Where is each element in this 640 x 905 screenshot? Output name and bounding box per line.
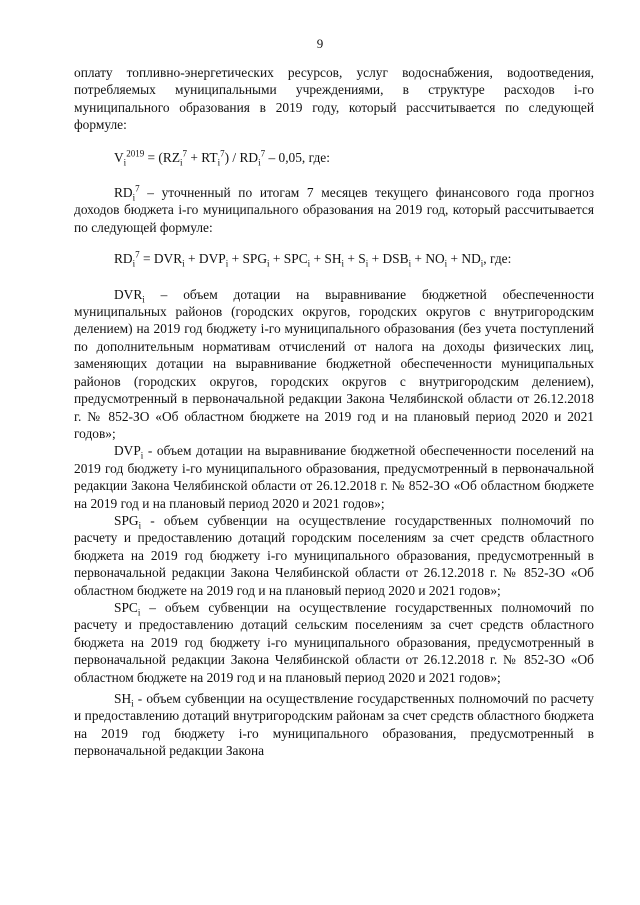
paragraph-intro: оплату топливно-энергетических ресурсов, услуг водоснабжения, водоотведения, потребляемых муниципальными учреждениями, в структуре расходов i-го муниципального образования в 2019 году, который рассчитывается по следующей формуле: (74, 65, 594, 133)
page-number: 9 (316, 36, 324, 51)
document-body (74, 64, 594, 760)
paragraph-spc: $SPC_i$ – объем субвенции на осуществление государственных полномочий по расчету и предоставлению дотаций сельским поселениям за счет средств областного бюджета на 2019 год бюджету i-го муниципального образования, предусмотренный в первоначальной редакции Закона Челябинской области от 26.12.2018 г. № 852-ЗО «Об областном бюджете на 2019 год и на плановый период 2020 и 2021 годов»; (74, 599, 594, 685)
formula-v: $V_i^{2019} = (RZ_i^7 + RT_i^7) / RD_i^7 - 0,05$, где: (114, 148, 330, 168)
paragraph-dvp: $DVP_i$ - объем дотации на выравнивание бюджетной обеспеченности поселений на 2019 год бюджету i-го муниципального образования, предусмотренный в первоначальной редакции Закона Челябинской области от 26.12.2018 г. № 852-ЗО «Об областном бюджете на 2019 год и на плановый период 2020 и 2021 годов»; (74, 443, 594, 511)
paragraph-spg: $SPG_i$ - объем субвенции на осуществление государственных полномочий по расчету и предоставлению дотаций городским поселениям за счет средств областного бюджета на 2019 год бюджету i-го муниципального образования, предусмотренный в первоначальной редакции Закона Челябинской области от 26.12.2018 г. № 852-ЗО «Об областном бюджете на 2019 год и на плановый период 2020 и 2021 годов»; (74, 512, 594, 598)
formula-rd: $RD_i^7 = DVR_i + DVP_i + SPG_i + SPC_i + SH_i + S_i + DSB_i + NO_i + ND_i$, где: (114, 249, 512, 269)
paragraph-sh: $SH_i$ - объем субвенции на осуществление государственных полномочий по расчету и предоставлению дотаций внутригородским районам за счет средств областного бюджета на 2019 год бюджету i-го муниципального образования, предусмотренный в первоначальной редакции Закона (74, 691, 594, 759)
paragraph-rd-definition: $RD_i^7$ – уточненный по итогам 7 месяцев текущего финансового года прогноз доходов бюджета i-го муниципального образования на 2019 год, который рассчитывается по следующей формуле: (74, 183, 594, 235)
paragraph-dvr: $DVR_i$ – объем дотации на выравнивание бюджетной обеспеченности муниципальных районов (городских округов, городских округов с внутригородским делением) на 2019 год бюджету i-го муниципального образования (без учета поступлений по дополнительным нормативам отчислений от налога на доходы физических лиц, заменяющих дотации на выравнивание бюджетной обеспеченности муниципальных районов (городских округов, городских округов с внутригородским делением), предусмотренный в первоначальной редакции Закона Челябинской области от 26.12.2018 г. № 852-ЗО «Об областном бюджете на 2019 год и на плановый период 2020 и 2021 годов»; (74, 286, 594, 441)
